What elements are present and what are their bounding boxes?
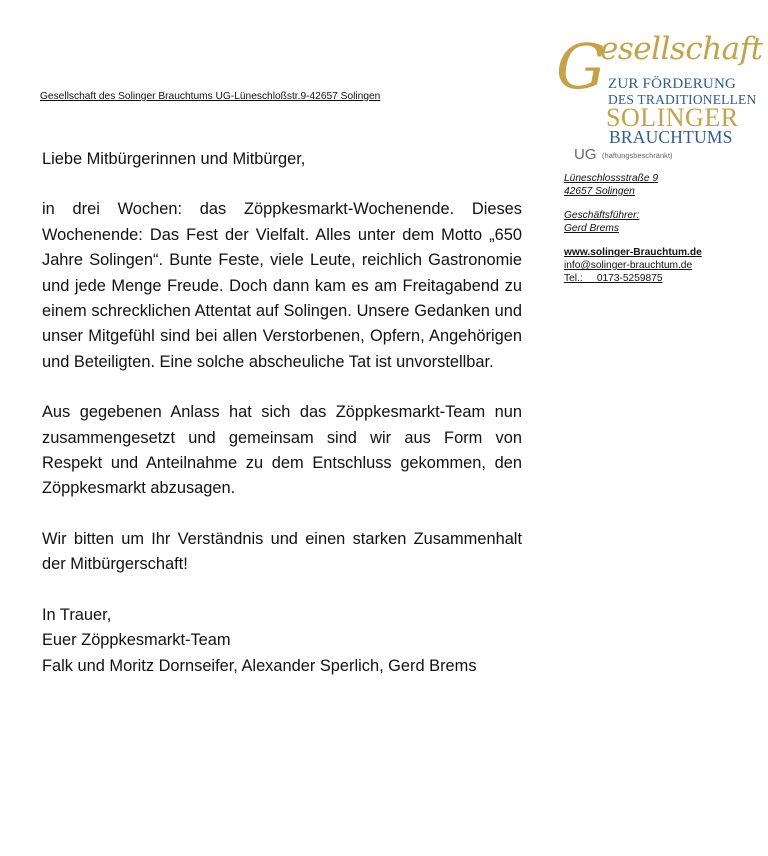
signatories: Falk und Moritz Dornseifer, Alexander Sperlich, Gerd Brems [42,656,477,675]
street-address: Lüneschlossstraße 9 [564,173,659,184]
city-address: 42657 Solingen [564,185,635,197]
company-logo [556,30,766,165]
letter-body [42,147,522,679]
logo-haftung: (haftungsbeschränkt) [602,151,673,160]
logo-line-1: ZUR FÖRDERUNG [608,76,737,92]
salutation: Liebe Mitbürgerinnen und Mitbürger, [42,150,306,168]
logo-line-4: BRAUCHTUMS [609,127,733,147]
contact-sidebar [564,173,764,285]
paragraph-1: in drei Wochen: das Zöppkesmarkt-Wochenende. Dieses Wochenende: Das Fest der Vielfalt. Alles unter dem Motto „650 Jahre Solingen“. Bunte Feste, viele Leute, reichlich Gastronomie und jede Menge Freude. Doch dann kam es am Freitagabend zu einem schrecklichen Attentat auf Solingen. Unsere Gedanken und unser Mitgefühl sind bei allen Verstorbenen, Opfern, Angehörigen und Beteiligten. Eine solche abscheuliche Tat ist unvorstellbar. [42,200,522,371]
manager-label: Geschäftsführer: [564,210,640,222]
manager-name: Gerd Brems [564,222,619,234]
logo-ug: UG [574,146,597,163]
paragraph-3: Wir bitten um Ihr Verständnis und einen starken Zusammenhalt der Mitbürgerschaft! [42,529,522,574]
phone-number: Tel.: 0173-5259875 [564,272,663,284]
sender-address-line: Gesellschaft des Solinger Brauchtums UG-Lüneschloßstr.9-42657 Solingen [40,91,381,102]
closing: In Trauer, [42,605,112,624]
team-signature: Euer Zöppkesmarkt-Team [42,631,231,650]
logo-script-word: esellschaft [600,31,763,67]
logo-line-3: SOLINGER [606,103,739,132]
email-link[interactable]: info@solinger-brauchtum.de [564,259,693,271]
logo-line-2: DES TRADITIONELLEN [608,92,757,107]
website-link[interactable]: www.solinger-Brauchtum.de [564,247,702,259]
paragraph-2: Aus gegebenen Anlass hat sich das Zöppkesmarkt-Team nun zusammengesetzt und gemeinsam sind wir aus Form von Respekt und Anteilnahme zu dem Entschluss gekommen, den Zöppkesmarkt abzusagen. [42,403,522,498]
logo-initial: G [556,30,606,103]
